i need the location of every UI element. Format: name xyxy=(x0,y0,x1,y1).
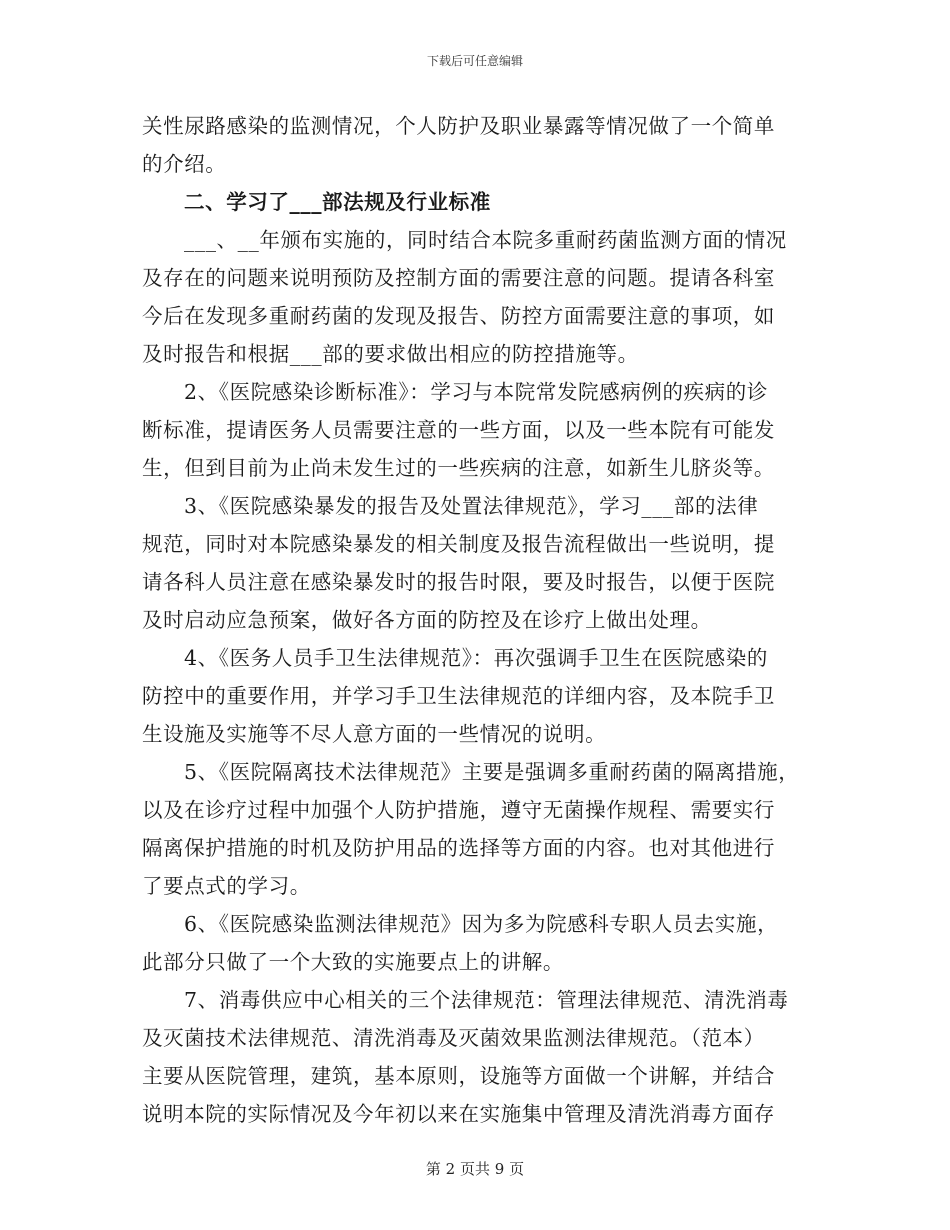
text-line: 及灭菌技术法律规范、清洗消毒及灭菌效果监测法律规范。（范本） xyxy=(142,1026,765,1050)
text-line: 关性尿路感染的监测情况，个人防护及职业暴露等情况做了一个简单 xyxy=(142,114,775,138)
page-footer: 第 2 页共 9 页 xyxy=(425,1160,525,1178)
text-line: 生，但到目前为止尚未发生过的一些疾病的注意，如新生儿脐炎等。 xyxy=(142,456,775,480)
document-body xyxy=(142,107,822,1133)
text-line: 5、《医院隔离技术法律规范》主要是强调多重耐药菌的隔离措施， xyxy=(184,760,800,784)
text-line: 4、《医务人员手卫生法律规范》：再次强调手卫生在医院感染的 xyxy=(184,646,768,670)
text-line: 隔离保护措施的时机及防护用品的选择等方面的内容。也对其他进行 xyxy=(142,836,775,860)
text-line: 3、《医院感染暴发的报告及处置法律规范》，学习___部的法律 xyxy=(184,494,759,518)
text-line: 的介绍。 xyxy=(142,152,227,176)
text-line: 主要从医院管理，建筑，基本原则，设施等方面做一个讲解，并结合 xyxy=(142,1064,775,1088)
text-line: 今后在发现多重耐药菌的发现及报告、防控方面需要注意的事项，如 xyxy=(142,304,775,328)
text-line: 说明本院的实际情况及今年初以来在实施集中管理及清洗消毒方面存 xyxy=(142,1102,775,1126)
text-line: 2、《医院感染诊断标准》：学习与本院常发院感病例的疾病的诊 xyxy=(184,380,768,404)
text-line: 以及在诊疗过程中加强个人防护措施，遵守无菌操作规程、需要实行 xyxy=(142,798,775,822)
page-header: 下载后可任意编辑 xyxy=(426,54,523,68)
text-line: 7、消毒供应中心相关的三个法律规范：管理法律规范、清洗消毒 xyxy=(184,988,789,1012)
text-line: 及时报告和根据___部的要求做出相应的防控措施等。 xyxy=(142,342,639,366)
text-line: 了要点式的学习。 xyxy=(142,874,311,898)
text-line: 断标准，提请医务人员需要注意的一些方面，以及一些本院有可能发 xyxy=(142,418,775,442)
text-line: 请各科人员注意在感染暴发时的报告时限，要及时报告，以便于医院 xyxy=(142,570,775,594)
section-heading: 二、学习了___部法规及行业标准 xyxy=(184,190,491,214)
text-line: 及时启动应急预案，做好各方面的防控及在诊疗上做出处理。 xyxy=(142,608,712,632)
text-line: 6、《医院感染监测法律规范》因为多为院感科专职人员去实施， xyxy=(184,912,779,936)
text-line: ___、__年颁布实施的，同时结合本院多重耐药菌监测方面的情况 xyxy=(184,228,787,252)
text-line: 及存在的问题来说明预防及控制方面的需要注意的问题。提请各科室 xyxy=(142,266,775,290)
text-line: 防控中的重要作用，并学习手卫生法律规范的详细内容，及本院手卫 xyxy=(142,684,775,708)
text-line: 规范，同时对本院感染暴发的相关制度及报告流程做出一些说明，提 xyxy=(142,532,775,556)
text-line: 生设施及实施等不尽人意方面的一些情况的说明。 xyxy=(142,722,607,746)
text-line: 此部分只做了一个大致的实施要点上的讲解。 xyxy=(142,950,564,974)
